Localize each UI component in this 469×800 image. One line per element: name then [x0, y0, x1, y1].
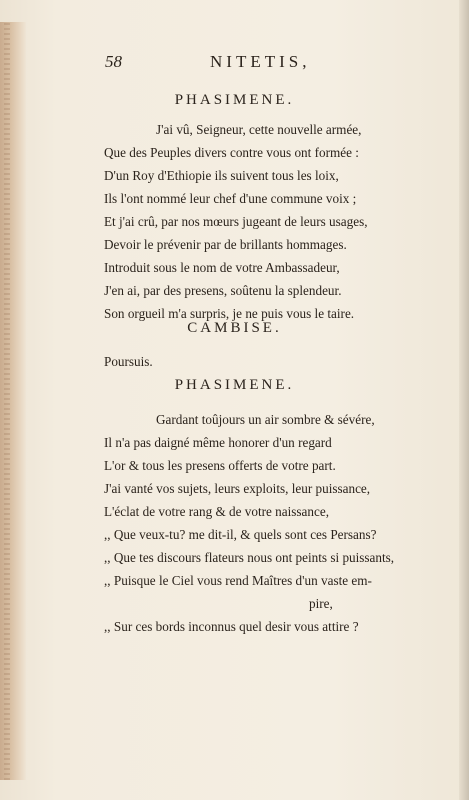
speaker-phasimene-1: PHASIMENE.: [174, 92, 295, 108]
verse-line-poursuis: Poursuis.: [104, 354, 153, 369]
verse-block-1: [104, 118, 434, 325]
verse-line: Devoir le prévenir par de brillants hommages.: [104, 237, 347, 252]
verse-line: Son orgueil m'a surpris, je ne puis vous le taire.: [104, 306, 355, 321]
verse-line: Et j'ai crû, par nos mœurs jugeant de leurs usages,: [104, 214, 368, 229]
speaker-phasimene-2: PHASIMENE.: [174, 377, 295, 393]
verse-line: Ils l'ont nommé leur chef d'une commune voix ;: [104, 191, 357, 206]
verse-line: ,, Que tes discours flateurs nous ont peints si puissants,: [104, 550, 395, 565]
page-number: 58: [105, 52, 122, 71]
verse-block-2: [104, 408, 434, 638]
verse-line: J'ai vanté vos sujets, leurs exploits, leur puissance,: [104, 481, 371, 496]
verse-line: ,, Puisque le Ciel vous rend Maîtres d'un vaste em-: [104, 573, 372, 588]
verse-line: ,, Que veux-tu? me dit-il, & quels sont ces Persans?: [104, 527, 377, 542]
verse-line: L'or & tous les presens offerts de votre part.: [104, 458, 336, 473]
page-edge-right: [459, 0, 469, 800]
page-edge-left: [0, 22, 26, 780]
running-title: NITETIS,: [210, 52, 311, 71]
verse-line: D'un Roy d'Ethiopie ils suivent tous les loix,: [104, 168, 339, 183]
verse-line: Introduit sous le nom de votre Ambassadeur,: [104, 260, 340, 275]
verse-line: Il n'a pas daigné même honorer d'un regard: [104, 435, 332, 450]
verse-line: L'éclat de votre rang & de votre naissance,: [104, 504, 329, 519]
verse-line: ,, Sur ces bords inconnus quel desir vous attire ?: [104, 619, 359, 634]
verse-line: pire,: [309, 596, 333, 611]
verse-line: Gardant toûjours un air sombre & sévére,: [156, 412, 375, 427]
verse-line: Que des Peuples divers contre vous ont formée :: [104, 145, 359, 160]
speaker-cambise: CAMBISE.: [187, 320, 282, 336]
page-header: [105, 52, 409, 76]
verse-line: J'en ai, par des presens, soûtenu la splendeur.: [104, 283, 342, 298]
verse-line: J'ai vû, Seigneur, cette nouvelle armée,: [156, 122, 362, 137]
